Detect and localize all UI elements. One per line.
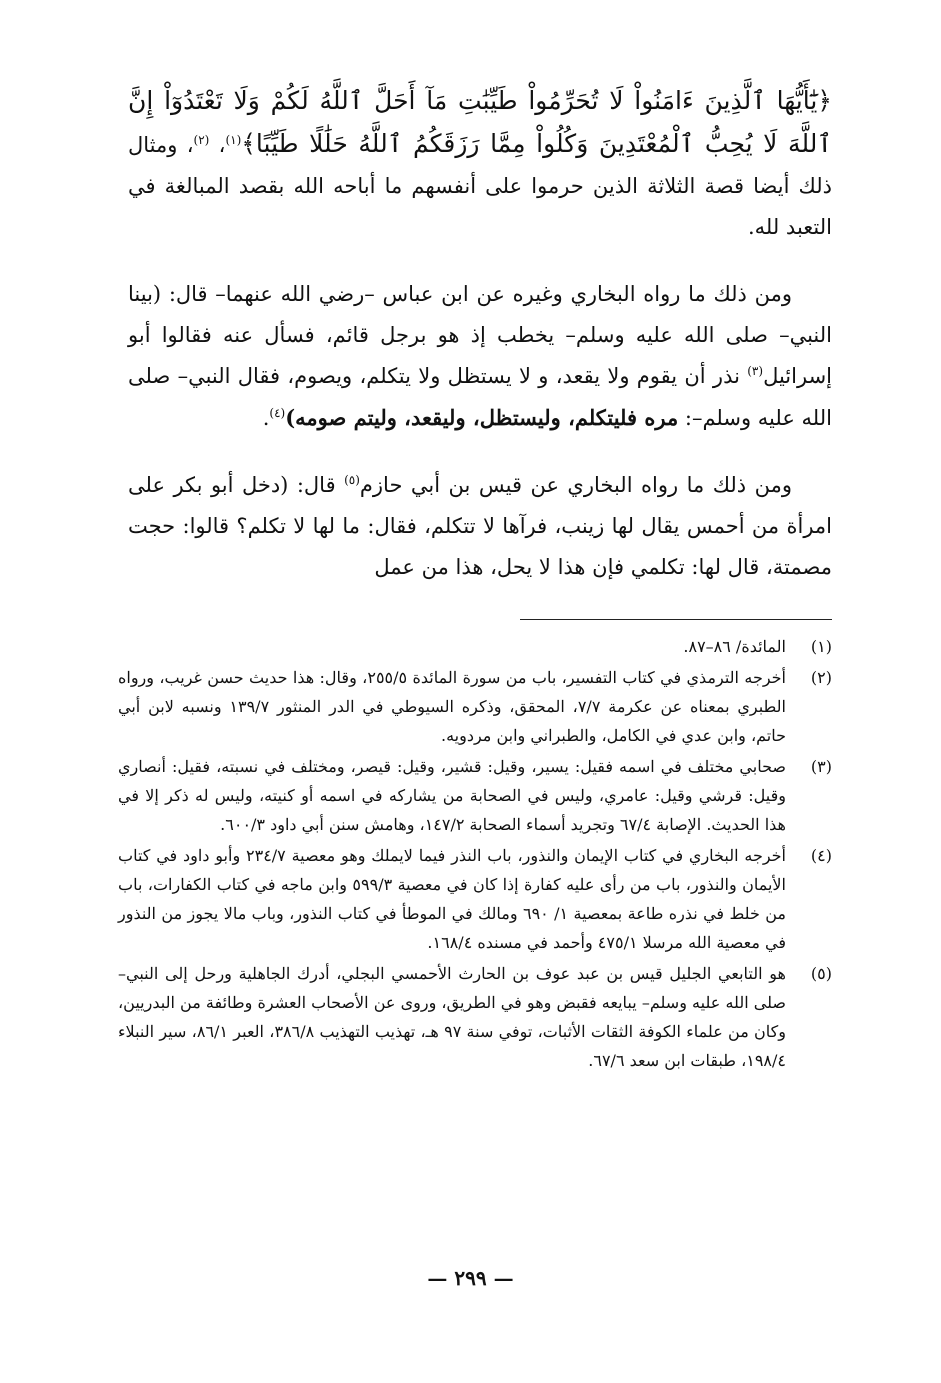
footnote-item	[118, 752, 832, 839]
separator: ،	[209, 133, 226, 157]
footnote-item	[118, 841, 832, 957]
footnote-number: (٣)	[810, 757, 832, 776]
quran-verse: ﴿يَٰٓأَيُّهَا ٱلَّذِينَ ءَامَنُواْ لَا تُحَرِّمُواْ طَيِّبَٰتِ مَآ أَحَلَّ ٱللَّهُ لَكُمْ وَلَا تَعْتَدُوٓاْ إِنَّ ٱللَّهَ لَا يُحِبُّ ٱلْمُعْتَدِينَ وَكُلُواْ مِمَّا رَزَقَكُمُ ٱللَّهُ حَلَٰلًا طَيِّبًا﴾	[128, 86, 832, 158]
main-text	[128, 80, 832, 614]
footnote-number: (٢)	[810, 668, 832, 687]
footnote-ref-5: (٥)	[344, 473, 360, 487]
footnote-ref-3: (٣)	[747, 364, 764, 378]
footnote-number: (١)	[810, 637, 832, 656]
footnote-item	[118, 663, 832, 750]
footnote-item	[118, 632, 832, 661]
footnote-text: أخرجه البخاري في كتاب الإيمان والنذور، باب النذر فيما لايملك وهو معصية ٢٣٤/٧ وأبو داود في كتاب الأيمان والنذور، باب من رأى عليه كفارة إذا كان في معصية ٥٩٩/٣ وابن ماجه في كتاب الكفارات، باب من خلط في نذره طاعة بمعصية ١/ ٦٩٠ ومالك في الموطأ في كتاب النذور، وباب مالا يجوز من النذور في معصية الله مرسلا ٤٧٥/١ وأحمد في مسنده ١٦٨/٤.	[118, 846, 787, 952]
footnote-text: هو التابعي الجليل قيس بن عبد عوف بن الحارث الأحمسي البجلي، أدرك الجاهلية ورحل إلى النبي– صلى الله عليه وسلم– يبايعه فقبض وهو في الطريق، وروى عن الأصحاب العشرة وطائفة من البدريين، وكان من علماء الكوفة الثقات الأثبات، توفي سنة ٩٧ هـ، تهذيب التهذيب ٣٨٦/٨، العبر ٨٦/١، سير النبلاء ١٩٨/٤، طبقات ابن سعد ٦٧/٦.	[118, 964, 787, 1070]
hadith-quote-bold: مره فليتكلم، وليستظل، وليقعد، وليتم صومه)	[285, 405, 679, 430]
paragraph-end: .	[262, 406, 270, 430]
paragraph-ibn-abbas	[128, 274, 832, 439]
footnote-ref-1: (١)	[225, 133, 242, 147]
footnote-ref-4: (٤)	[269, 406, 286, 420]
page-number: — ٢٩٩ —	[427, 1266, 514, 1290]
footnote-text: صحابي مختلف في اسمه فقيل: يسير، وقيل: قشير، وقيل: قيصر، ومختلف في نسبته، فقيل: أنصاري وقيل: قرشي وقيل: عامري، وليس في الصحابة من يشاركه في اسمه أو كنيته، وليس له ذكر إلا في هذا الحديث. الإصابة ٦٧/٤ وتجريد أسماء الصحابة ١٤٧/٢، وهامش سنن أبي داود ٦٠٠/٣.	[118, 757, 786, 834]
footnote-item	[118, 959, 832, 1075]
footnote-divider	[520, 619, 832, 620]
paragraph-text: قال: (دخل أبو بكر على امرأة من أحمس يقال لها زينب، فرآها لا تتكلم، فقال: ما لها لا تكلم؟ قالوا: حجت مصمتة، قال لها: تكلمي فإن هذا لا يحل، هذا من عمل	[128, 473, 832, 579]
paragraph-text: نذر أن يقوم ولا يقعد، و لا يستظل ولا يتكلم، ويصوم، فقال النبي– صلى الله عليه وسلم–:	[128, 364, 832, 430]
paragraph-text: ومن ذلك ما رواه البخاري عن قيس بن أبي حازم	[359, 473, 792, 497]
footnote-ref-2: (٢)	[193, 133, 210, 147]
paragraph-qays	[128, 465, 832, 588]
footnote-number: (٤)	[810, 846, 832, 865]
paragraph-text: ، ومثال ذلك أيضا قصة الثلاثة الذين حرموا على أنفسهم ما أباحه الله بقصد المبالغة في التعبد لله.	[128, 133, 832, 239]
footnote-text: أخرجه الترمذي في كتاب التفسير، باب من سورة المائدة ٢٥٥/٥، وقال: هذا حديث حسن غريب، ورواه الطبري بمعناه عن عكرمة ٧/٧، المحقق، وذكره السيوطي في الدر المنثور ١٣٩/٧ ونسبه لابن أبي حاتم، وابن عدي في الكامل، والطبراني وابن مردويه.	[118, 668, 787, 745]
paragraph-text: ومن ذلك ما رواه البخاري وغيره عن ابن عباس –رضي الله عنهما– قال: (بينا النبي– صلى الله عليه وسلم– يخطب إذ هو برجل قائم، فسأل عنه فقالوا أبو إسرائيل	[128, 282, 832, 388]
paragraph-quran	[128, 80, 832, 248]
footnotes-section	[118, 632, 832, 1077]
footnote-number: (٥)	[810, 964, 832, 983]
footnote-text: المائدة/ ٨٦–٨٧.	[683, 637, 786, 656]
